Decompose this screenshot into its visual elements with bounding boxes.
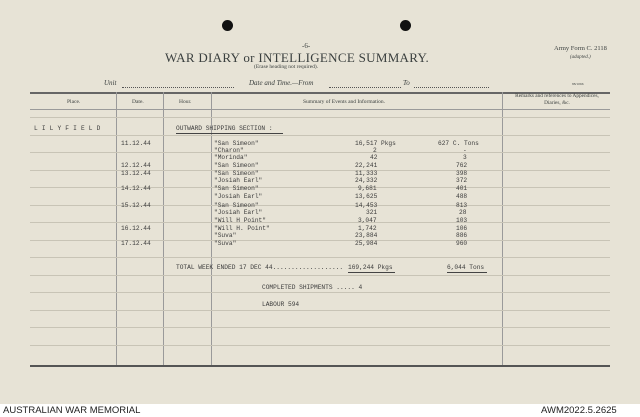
entry-tons: 398 [456, 170, 468, 177]
entry-packages: 23,884 [355, 232, 378, 239]
punch-hole-right [400, 20, 411, 31]
entry-ship: "Josiah Earl" [214, 193, 263, 200]
entry-tons: 762 [456, 162, 468, 169]
entry-packages: 13,625 [355, 193, 378, 200]
unit-dotted-line [122, 87, 234, 88]
entry-packages: 11,333 [355, 170, 378, 177]
column-header-hour: Hour. [179, 99, 192, 105]
footer-institution: AUSTRALIAN WAR MEMORIAL [3, 405, 141, 416]
total-tons-underline [447, 272, 487, 273]
entry-ship: "Josiah Earl" [214, 177, 263, 184]
entry-packages: 9,681 [358, 185, 377, 192]
entry-packages: 24,332 [355, 177, 378, 184]
page-subtitle: (Erase heading not required). [254, 64, 319, 70]
page-number: -6- [302, 42, 311, 50]
row-ruling [30, 205, 610, 206]
to-label: To [403, 79, 410, 87]
entry-ship: "Morinda" [214, 154, 248, 161]
punch-hole-left [222, 20, 233, 31]
footer-accession-number: AWM2022.5.2625 [541, 405, 617, 416]
entry-ship: "Suva" [214, 232, 237, 239]
page-title: WAR DIARY or INTELLIGENCE SUMMARY. [165, 50, 430, 65]
entry-date: 12.12.44 [121, 162, 151, 169]
row-ruling [30, 170, 610, 171]
entry-tons: 3 [463, 154, 467, 161]
row-ruling [30, 240, 610, 241]
entry-ship: "Josiah Earl" [214, 209, 263, 216]
row-ruling [30, 222, 610, 223]
entry-ship: "Will H. Point" [214, 225, 270, 232]
row-ruling [30, 327, 610, 328]
entry-tons: 372 [456, 177, 468, 184]
section-heading-underline [176, 133, 283, 134]
from-dotted-line [329, 87, 401, 88]
form-number: Army Form C. 2118 [554, 45, 607, 52]
entry-packages: 22,241 [355, 162, 378, 169]
section-heading: OUTWARD SHIPPING SECTION : [176, 125, 273, 132]
entry-ship: "San Simeon" [214, 170, 259, 177]
print-note: 88/1066 [572, 82, 584, 86]
row-ruling [30, 257, 610, 258]
total-tons: 6,044 Tons [447, 264, 485, 271]
entry-date: 14.12.44 [121, 185, 151, 192]
column-divider-summary [502, 92, 503, 365]
entry-tons: 401 [456, 185, 468, 192]
row-ruling [30, 345, 610, 346]
header-bottom-rule [30, 109, 610, 110]
labour-count: LABOUR 594 [262, 301, 300, 308]
entry-date: 13.12.44 [121, 170, 151, 177]
row-ruling [30, 292, 610, 293]
entry-ship: "San Simeon" [214, 140, 259, 147]
column-header-remarks: Remarks and references to Appendices, Diaries, &c. [515, 93, 599, 106]
row-ruling [30, 117, 610, 118]
entry-ship: "San Simeon" [214, 202, 259, 209]
row-ruling [30, 152, 610, 153]
column-divider-place [116, 92, 117, 365]
to-dotted-line [414, 87, 489, 88]
form-note: (adapted.) [570, 55, 591, 60]
entry-tons: 103 [456, 217, 468, 224]
entry-date: 15.12.44 [121, 202, 151, 209]
row-ruling [30, 310, 610, 311]
completed-shipments: COMPLETED SHIPMENTS ..... 4 [262, 284, 363, 291]
entry-tons: 813 [456, 202, 468, 209]
column-header-summary: Summary of Events and Information. [303, 99, 386, 105]
table-bottom-rule [30, 365, 610, 367]
entry-packages: 42 [370, 154, 378, 161]
entry-tons: - [463, 147, 467, 154]
row-ruling [30, 275, 610, 276]
entry-packages: 2 [373, 147, 377, 154]
entry-tons: 106 [456, 225, 468, 232]
row-ruling [30, 135, 610, 136]
entry-tons: 488 [456, 193, 468, 200]
total-packages-underline [348, 272, 395, 273]
entry-tons: 886 [456, 232, 468, 239]
total-packages: 169,244 Pkgs [348, 264, 393, 271]
entry-ship: "Suva" [214, 240, 237, 247]
total-label: TOTAL WEEK ENDED 17 DEC 44................... [176, 264, 344, 271]
place-name: L I L Y F I E L D [34, 125, 101, 132]
entry-packages: 3,047 [358, 217, 377, 224]
column-header-place: Place. [67, 99, 81, 105]
column-header-date: Date. [132, 99, 144, 105]
entry-packages: 16,517 Pkgs [355, 140, 396, 147]
date-time-label: Date and Time.—From [249, 79, 314, 87]
entry-tons: 28 [459, 209, 467, 216]
column-divider-date [163, 92, 164, 365]
entry-date: 11.12.44 [121, 140, 151, 147]
entry-date: 17.12.44 [121, 240, 151, 247]
entry-packages: 321 [366, 209, 378, 216]
entry-date: 16.12.44 [121, 225, 151, 232]
entry-ship: "San Simeon" [214, 162, 259, 169]
entry-ship: "San Simeon" [214, 185, 259, 192]
entry-packages: 14,453 [355, 202, 378, 209]
unit-label: Unit [104, 79, 117, 87]
entry-ship: "Will H Point" [214, 217, 266, 224]
row-ruling [30, 187, 610, 188]
entry-tons: 627 C. Tons [438, 140, 479, 147]
entry-packages: 25,984 [355, 240, 378, 247]
entry-packages: 1,742 [358, 225, 377, 232]
entry-tons: 960 [456, 240, 468, 247]
entry-ship: "Charon" [214, 147, 244, 154]
